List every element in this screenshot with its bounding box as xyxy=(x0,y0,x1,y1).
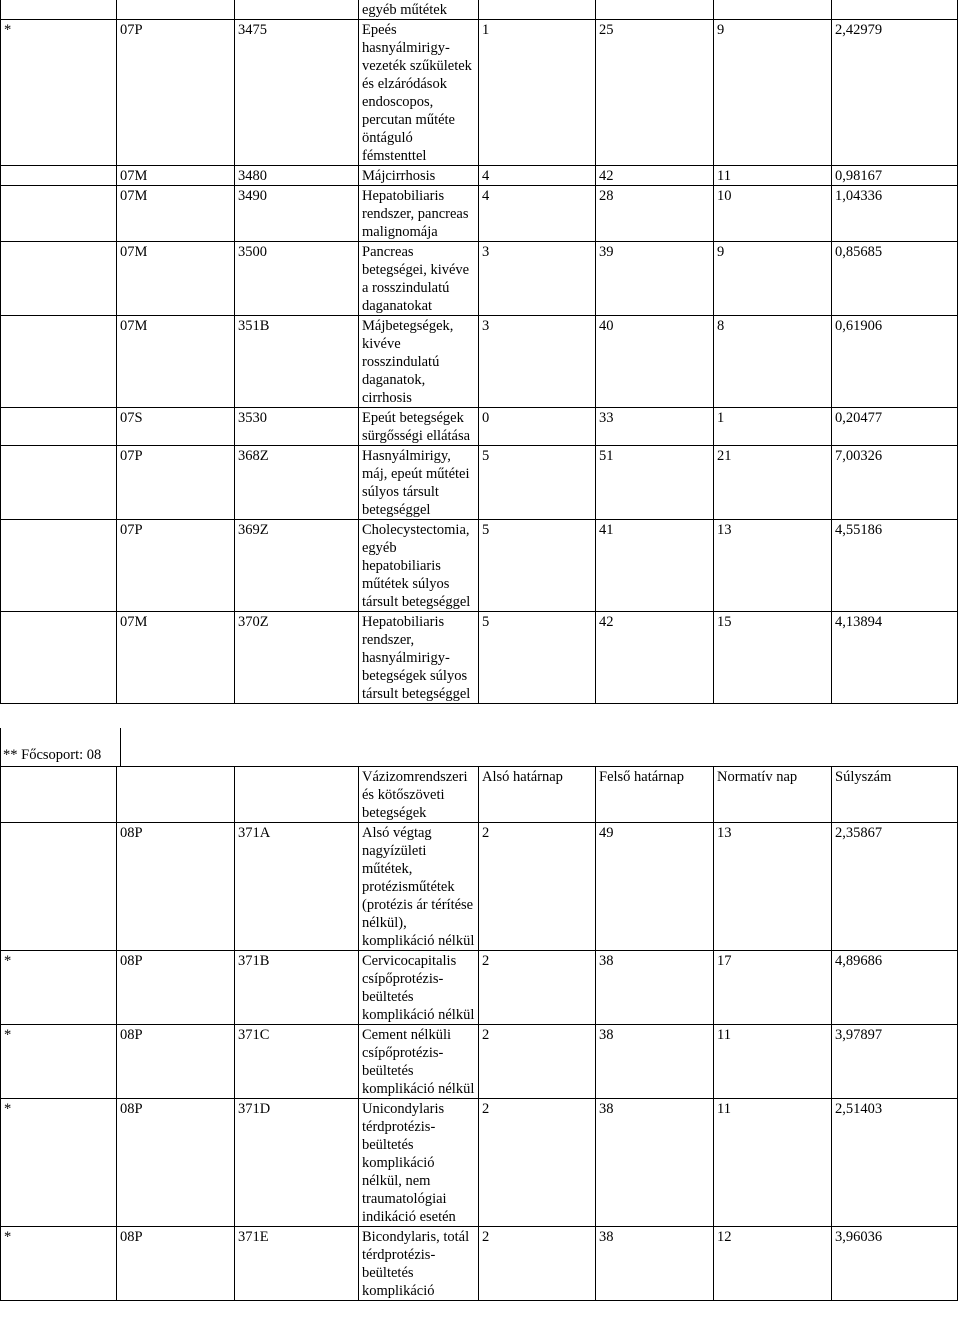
also-cell: 2 xyxy=(479,823,596,951)
group-cell: 07M xyxy=(117,316,235,408)
table-row xyxy=(1,20,958,166)
felso-cell: 38 xyxy=(596,951,714,1025)
felso-cell: 33 xyxy=(596,408,714,446)
star-cell xyxy=(1,520,117,612)
name-cell: Epeés hasnyálmirigy-vezeték szűkületek és elzáródások endoscopos, percutan műtéte öntáguló fémstenttel xyxy=(359,20,479,166)
suly-cell: 3,97897 xyxy=(832,1025,958,1099)
group-cell: 08P xyxy=(117,1025,235,1099)
star-cell xyxy=(1,316,117,408)
star-cell xyxy=(1,242,117,316)
group-cell: 07S xyxy=(117,408,235,446)
felso-cell: 38 xyxy=(596,1025,714,1099)
table-divider xyxy=(0,728,1,766)
table-header-row xyxy=(1,767,958,823)
code-cell: 371E xyxy=(235,1227,359,1301)
normativ-cell: 1 xyxy=(714,408,832,446)
also-cell: 2 xyxy=(479,951,596,1025)
also-cell: 2 xyxy=(479,1227,596,1301)
table-divider xyxy=(120,728,121,766)
group-cell: 08P xyxy=(117,951,235,1025)
also-cell: 5 xyxy=(479,612,596,704)
table-row xyxy=(1,316,958,408)
suly-cell: 0,61906 xyxy=(832,316,958,408)
table-row xyxy=(1,1099,958,1227)
group-cell: 07P xyxy=(117,520,235,612)
felso-cell: 42 xyxy=(596,166,714,186)
also-cell: 3 xyxy=(479,316,596,408)
star-cell xyxy=(1,446,117,520)
table-row xyxy=(1,520,958,612)
normativ-cell: 17 xyxy=(714,951,832,1025)
header-normativ: Normatív nap xyxy=(714,767,832,823)
normativ-cell: 11 xyxy=(714,1099,832,1227)
header-felso: Felső határnap xyxy=(596,767,714,823)
name-cell: Alsó végtag nagyízületi műtétek, protézisműtétek (protézis ár térítése nélkül), komplikáció nélkül xyxy=(359,823,479,951)
group-cell: 07P xyxy=(117,20,235,166)
name-cell: Cholecystectomia, egyéb hepatobiliaris műtétek súlyos társult betegséggel xyxy=(359,520,479,612)
name-cell: Májbetegségek, kivéve rosszindulatú daganatok, cirrhosis xyxy=(359,316,479,408)
header-name: Vázizomrendszeri és kötőszöveti betegségek xyxy=(359,767,479,823)
name-cell: Májcirrhosis xyxy=(359,166,479,186)
felso-cell: 28 xyxy=(596,186,714,242)
code-cell: 351B xyxy=(235,316,359,408)
normativ-cell: 9 xyxy=(714,20,832,166)
normativ-cell: 11 xyxy=(714,166,832,186)
code-cell: 369Z xyxy=(235,520,359,612)
also-cell: 5 xyxy=(479,520,596,612)
suly-cell: 0,98167 xyxy=(832,166,958,186)
name-cell: Pancreas betegségei, kivéve a rosszindulatú daganatokat xyxy=(359,242,479,316)
normativ-cell: 10 xyxy=(714,186,832,242)
header-suly: Súlyszám xyxy=(832,767,958,823)
suly-cell: 2,35867 xyxy=(832,823,958,951)
also-cell: 3 xyxy=(479,242,596,316)
felso-cell: 49 xyxy=(596,823,714,951)
code-cell: 3475 xyxy=(235,20,359,166)
normativ-cell: 8 xyxy=(714,316,832,408)
code-cell: 3490 xyxy=(235,186,359,242)
normativ-cell: 13 xyxy=(714,520,832,612)
table-body-07 xyxy=(1,0,958,704)
name-cell: Epeút betegségek sürgősségi ellátása xyxy=(359,408,479,446)
code-cell: 371B xyxy=(235,951,359,1025)
star-cell xyxy=(1,186,117,242)
star-cell: * xyxy=(1,951,117,1025)
group-cell: 07M xyxy=(117,242,235,316)
table-body-08 xyxy=(1,767,958,1301)
group-cell: 08P xyxy=(117,1099,235,1227)
code-cell: 371A xyxy=(235,823,359,951)
suly-cell: 0,85685 xyxy=(832,242,958,316)
felso-cell: 41 xyxy=(596,520,714,612)
table-row xyxy=(1,1025,958,1099)
table-row xyxy=(1,446,958,520)
suly-cell: 2,51403 xyxy=(832,1099,958,1227)
table-row xyxy=(1,186,958,242)
name-cell: Hepatobiliaris rendszer, hasnyálmirigy-betegségek súlyos társult betegséggel xyxy=(359,612,479,704)
star-cell xyxy=(1,408,117,446)
felso-cell: 40 xyxy=(596,316,714,408)
suly-cell: 4,13894 xyxy=(832,612,958,704)
table-row-continued xyxy=(1,0,958,20)
also-cell: 1 xyxy=(479,20,596,166)
code-cell: 3500 xyxy=(235,242,359,316)
normativ-cell: 13 xyxy=(714,823,832,951)
table-row xyxy=(1,242,958,316)
code-cell: 368Z xyxy=(235,446,359,520)
also-cell: 2 xyxy=(479,1025,596,1099)
also-cell: 5 xyxy=(479,446,596,520)
felso-cell: 42 xyxy=(596,612,714,704)
felso-cell: 38 xyxy=(596,1227,714,1301)
table-row xyxy=(1,951,958,1025)
code-cell: 371C xyxy=(235,1025,359,1099)
name-cell: Bicondylaris, totál térdprotézis-beültetés komplikáció xyxy=(359,1227,479,1301)
code-cell: 3480 xyxy=(235,166,359,186)
star-cell: * xyxy=(1,1025,117,1099)
felso-cell: 38 xyxy=(596,1099,714,1227)
normativ-cell: 9 xyxy=(714,242,832,316)
table-row xyxy=(1,612,958,704)
normativ-cell: 21 xyxy=(714,446,832,520)
suly-cell: 4,89686 xyxy=(832,951,958,1025)
name-cell: Cement nélküli csípőprotézis-beültetés komplikáció nélkül xyxy=(359,1025,479,1099)
code-cell: 3530 xyxy=(235,408,359,446)
name-cell: Unicondylaris térdprotézis-beültetés komplikáció nélkül, nem traumatológiai indikáció esetén xyxy=(359,1099,479,1227)
name-cell: egyéb műtétek xyxy=(359,0,479,20)
suly-cell: 4,55186 xyxy=(832,520,958,612)
star-cell xyxy=(1,612,117,704)
suly-cell: 0,20477 xyxy=(832,408,958,446)
suly-cell: 1,04336 xyxy=(832,186,958,242)
normativ-cell: 11 xyxy=(714,1025,832,1099)
normativ-cell: 12 xyxy=(714,1227,832,1301)
star-cell: * xyxy=(1,20,117,166)
group-cell: 07P xyxy=(117,446,235,520)
group-cell: 07M xyxy=(117,186,235,242)
group-cell: 08P xyxy=(117,1227,235,1301)
name-cell: Hepatobiliaris rendszer, pancreas malignomája xyxy=(359,186,479,242)
star-cell: * xyxy=(1,1099,117,1227)
felso-cell: 25 xyxy=(596,20,714,166)
felso-cell: 39 xyxy=(596,242,714,316)
felso-cell: 51 xyxy=(596,446,714,520)
drg-table-08 xyxy=(0,766,958,1301)
suly-cell: 3,96036 xyxy=(832,1227,958,1301)
group-cell: 07M xyxy=(117,166,235,186)
also-cell: 2 xyxy=(479,1099,596,1227)
table-row xyxy=(1,823,958,951)
suly-cell: 2,42979 xyxy=(832,20,958,166)
normativ-cell: 15 xyxy=(714,612,832,704)
star-cell xyxy=(1,823,117,951)
code-cell: 370Z xyxy=(235,612,359,704)
table-row xyxy=(1,408,958,446)
star-cell xyxy=(1,166,117,186)
name-cell: Hasnyálmirigy, máj, epeút műtétei súlyos társult betegséggel xyxy=(359,446,479,520)
also-cell: 0 xyxy=(479,408,596,446)
table-row xyxy=(1,166,958,186)
group-cell: 07M xyxy=(117,612,235,704)
also-cell: 4 xyxy=(479,166,596,186)
header-also: Alsó határnap xyxy=(479,767,596,823)
star-cell: * xyxy=(1,1227,117,1301)
code-cell: 371D xyxy=(235,1099,359,1227)
also-cell: 4 xyxy=(479,186,596,242)
name-cell: Cervicocapitalis csípőprotézis-beültetés komplikáció nélkül xyxy=(359,951,479,1025)
suly-cell: 7,00326 xyxy=(832,446,958,520)
table-row xyxy=(1,1227,958,1301)
group-cell: 08P xyxy=(117,823,235,951)
main-group-heading: ** Főcsoport: 08 xyxy=(3,747,102,763)
